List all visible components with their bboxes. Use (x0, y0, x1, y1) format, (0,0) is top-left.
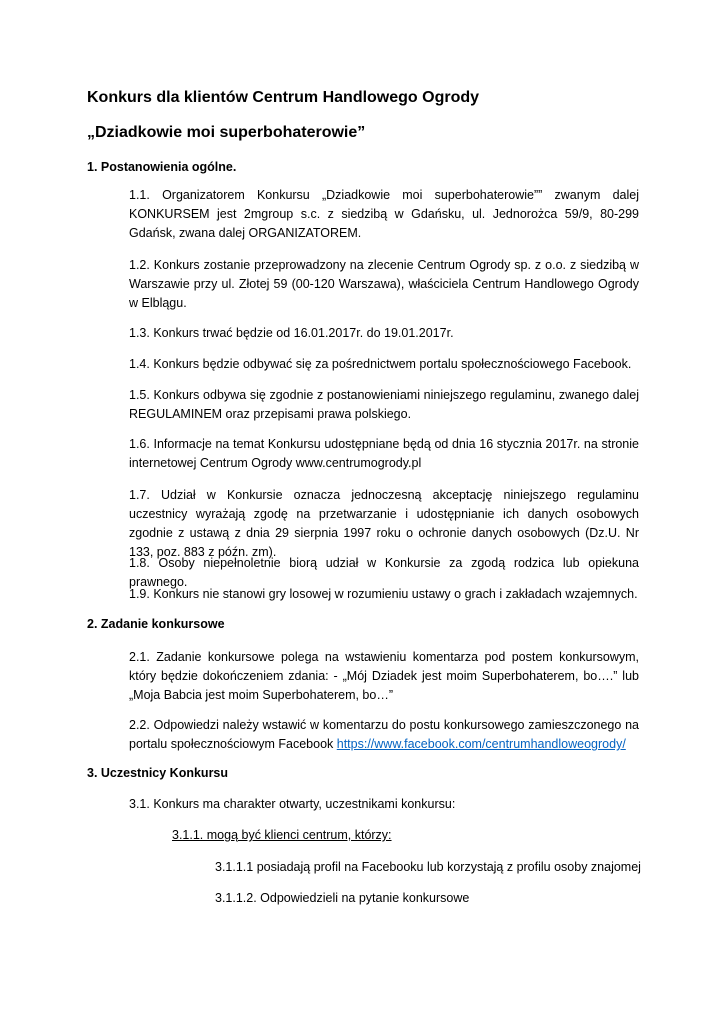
paragraph-1-2: 1.2. Konkurs zostanie przeprowadzony na zlecenie Centrum Ogrody sp. z o.o. z siedzibą w Warszawie przy ul. Złotej 59 (00-120 Warszawa), właściciela Centrum Handlowego Ogrody w Elblągu. (129, 258, 639, 310)
item-3-1: 3.1. Konkurs ma charakter otwarty, uczestnikami konkursu: (129, 797, 456, 811)
paragraph-1-8: 1.8. Osoby niepełnoletnie biorą udział w Konkursie za zgodą rodzica lub opiekuna prawnego. (129, 556, 639, 589)
document-subtitle: „Dziadkowie moi superbohaterowie” (87, 124, 366, 141)
facebook-link[interactable]: https://www.facebook.com/centrumhandloweogrody/ (336, 737, 626, 751)
paragraph-2-2 (129, 716, 639, 754)
section-heading-3: 3. Uczestnicy Konkursu (87, 766, 229, 780)
section-heading-1: 1. Postanowienia ogólne. (87, 160, 237, 174)
paragraph-1-6: 1.6. Informacje na temat Konkursu udostępniane będą od dnia 16 stycznia 2017r. na stronie internetowej Centrum Ogrody www.centrumogrody.pl (129, 437, 639, 470)
item-3-1-1-1: 3.1.1.1 posiadają profil na Facebooku lub korzystają z profilu osoby znajomej (215, 860, 641, 874)
paragraph-1-3: 1.3. Konkurs trwać będzie od 16.01.2017r. do 19.01.2017r. (129, 326, 454, 340)
document-title: Konkurs dla klientów Centrum Handlowego Ogrody (87, 89, 480, 106)
paragraph-1-1: 1.1. Organizatorem Konkursu „Dziadkowie moi superbohaterowie”” zwanym dalej KONKURSEM jest 2mgroup s.c. z siedzibą w Gdańsku, ul. Jednorożca 59/9, 80-299 Gdańsk, zwana dalej ORGANIZATOREM. (129, 188, 639, 240)
paragraph-1-7: 1.7. Udział w Konkursie oznacza jednoczesną akceptację niniejszego regulaminu uczestnicy wyrażają zgodę na przetwarzanie i udostępnianie ich danych osobowych zgodnie z ustawą z dnia 29 sierpnia 1997 roku o ochronie danych osobowych (Dz.U. Nr 133, poz. 883 z późn. zm). (129, 488, 639, 559)
paragraph-2-1: 2.1. Zadanie konkursowe polega na wstawieniu komentarza pod postem konkursowym, który będzie dokończeniem zdania: - „Mój Dziadek jest moim Superbohaterem, bo….” lub „Moja Babcia jest moim Superbohaterem, bo…” (129, 650, 639, 702)
section-heading-2: 2. Zadanie konkursowe (87, 617, 225, 631)
item-3-1-1-2: 3.1.1.2. Odpowiedzieli na pytanie konkursowe (215, 891, 470, 905)
item-3-1-1: 3.1.1. mogą być klienci centrum, którzy: (172, 828, 392, 842)
paragraph-2-2-text: 2.2. Odpowiedzi należy wstawić w komentarzu do postu konkursowego zamieszczonego na portalu społecznościowym Facebook (129, 718, 639, 751)
paragraph-1-5: 1.5. Konkurs odbywa się zgodnie z postanowieniami niniejszego regulaminu, zwanego dalej REGULAMINEM oraz przepisami prawa polskiego. (129, 388, 639, 421)
paragraph-1-9: 1.9. Konkurs nie stanowi gry losowej w rozumieniu ustawy o grach i zakładach wzajemnych. (129, 587, 638, 601)
paragraph-1-4: 1.4. Konkurs będzie odbywać się za pośrednictwem portalu społecznościowego Facebook. (129, 357, 632, 371)
